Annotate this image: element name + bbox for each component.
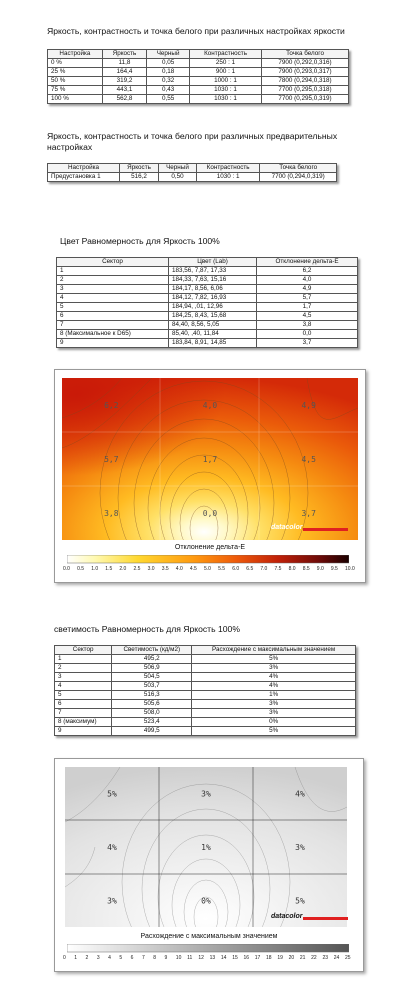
- table-cell: 11,8: [102, 59, 146, 68]
- legend-tick-label: 8.5: [302, 566, 310, 572]
- table-cell: 5: [55, 691, 112, 700]
- column-header: Яркость: [120, 164, 159, 173]
- table-cell: 184,17, 8,56, 6,06: [168, 285, 256, 294]
- table-row: [57, 339, 358, 348]
- table-cell: 443,1: [102, 86, 146, 95]
- luminance-legend-title: Расхождение с максимальным значением: [140, 933, 278, 940]
- table-cell: 6,2: [257, 267, 358, 276]
- legend-tick-label: 2.5: [133, 566, 141, 572]
- legend-tick-label: 10: [175, 955, 182, 961]
- legend-tick-label: 19: [277, 955, 283, 961]
- table-cell: 184,94, ,01, 12,96: [168, 303, 256, 312]
- section2-title: [47, 131, 337, 153]
- table-cell: 499,5: [112, 727, 192, 736]
- table-cell: 1000 : 1: [190, 77, 262, 86]
- table-cell: 4,0: [257, 276, 358, 285]
- table-cell: 1: [57, 267, 169, 276]
- table-cell: 1,7: [257, 303, 358, 312]
- column-header: Сектор: [55, 646, 112, 655]
- sector-value-label: 4%: [107, 843, 117, 852]
- table-cell: 7700 (0,295,0,319): [262, 95, 349, 104]
- legend-tick-label: 6.0: [232, 566, 240, 572]
- table-cell: 7: [55, 709, 112, 718]
- table-cell: 183,84, 8,91, 14,85: [168, 339, 256, 348]
- column-header: Отклонение дельта-E: [257, 258, 358, 267]
- table-cell: 3: [55, 673, 112, 682]
- legend-tick-label: 21: [299, 955, 306, 961]
- column-header: Точка белого: [260, 164, 337, 173]
- column-header: Контрастность: [196, 164, 259, 173]
- column-header: Настройка: [48, 164, 120, 173]
- table-row: [57, 285, 358, 294]
- table-cell: 1: [55, 655, 112, 664]
- legend-tick-label: 23: [322, 955, 328, 961]
- table-cell: 505,6: [112, 700, 192, 709]
- brightness-table: [47, 49, 349, 104]
- table-cell: 4,9: [257, 285, 358, 294]
- legend-tick-label: 0: [63, 955, 66, 961]
- table-row: [57, 312, 358, 321]
- legend-tick-label: 24: [333, 955, 340, 961]
- table-cell: 3,7: [257, 339, 358, 348]
- table-cell: 1030 : 1: [190, 95, 262, 104]
- legend-tick-label: 4.5: [189, 566, 197, 572]
- table-cell: 4%: [192, 673, 356, 682]
- color-uniformity-table: [56, 257, 358, 348]
- table-cell: 503,7: [112, 682, 192, 691]
- table-row: [57, 276, 358, 285]
- preset-table: [47, 163, 337, 182]
- table-cell: 7800 (0,294,0,318): [262, 77, 349, 86]
- legend-tick-label: 4.0: [175, 566, 183, 572]
- legend-tick-label: 22: [311, 955, 317, 961]
- table-row: [48, 173, 337, 182]
- legend-tick-label: 3.5: [161, 566, 169, 572]
- legend-tick-label: 5.0: [204, 566, 211, 572]
- column-header: Черный: [159, 164, 197, 173]
- table-cell: 25 %: [48, 68, 103, 77]
- section3-title: Цвет Равномерность для Яркость 100%: [60, 236, 220, 246]
- table-cell: 164,4: [102, 68, 146, 77]
- table-row: [55, 700, 356, 709]
- column-header: Контрастность: [190, 50, 262, 59]
- legend-tick-label: 9: [164, 955, 168, 961]
- sector-value-label: 4%: [295, 789, 305, 799]
- deltae-colorbar: [67, 555, 349, 565]
- luminance-uniformity-map-panel: [54, 758, 364, 972]
- sector-value-label: 0%: [201, 896, 211, 906]
- table-cell: 319,2: [102, 77, 146, 86]
- table-cell: 75 %: [48, 86, 103, 95]
- table-cell: 5: [57, 303, 169, 312]
- sector-value-label: 4,9: [301, 401, 316, 410]
- sector-value-label: 3,7: [301, 509, 316, 518]
- sector-value-label: 3%: [295, 843, 305, 852]
- table-cell: 6: [55, 700, 112, 709]
- legend-tick-label: 17: [254, 955, 261, 961]
- table-cell: 1030 : 1: [196, 173, 259, 182]
- legend-tick-label: 15: [232, 955, 238, 961]
- table-cell: 495,2: [112, 655, 192, 664]
- sector-value-label: 1,7: [202, 455, 218, 464]
- legend-tick-label: 5: [119, 955, 123, 961]
- sector-value-label: 5,7: [104, 455, 119, 464]
- table-cell: 3%: [192, 700, 356, 709]
- legend-tick-label: 2.0: [119, 566, 127, 572]
- table-cell: 184,25, 8,43, 15,68: [168, 312, 256, 321]
- table-cell: 0,32: [147, 77, 190, 86]
- table-cell: 4: [57, 294, 169, 303]
- legend-tick-label: 6.5: [246, 566, 254, 572]
- table-row: [55, 655, 356, 664]
- table-cell: 523,4: [112, 718, 192, 727]
- table-row: [55, 682, 356, 691]
- table-cell: Предустановка 1: [48, 173, 120, 182]
- sector-value-label: 0,0: [202, 509, 218, 518]
- legend-tick-label: 6: [130, 955, 134, 961]
- legend-tick-label: 3: [96, 955, 100, 961]
- column-header: Расхождение с максимальным значением: [192, 646, 356, 655]
- table-row: [55, 673, 356, 682]
- table-cell: 250 : 1: [190, 59, 262, 68]
- section2-title-line1: Яркость, контрастность и точка белого при различных предварительных: [47, 131, 338, 141]
- table-cell: 0,05: [147, 59, 190, 68]
- legend-tick-label: 1: [74, 955, 78, 961]
- legend-tick-label: 20: [288, 955, 295, 961]
- table-row: [55, 709, 356, 718]
- table-cell: 84,40, 8,56, 5,05: [168, 321, 256, 330]
- deltae-legend-ticks: [61, 566, 357, 574]
- table-row: [57, 330, 358, 339]
- section2-title-line2: настройках: [47, 142, 93, 152]
- luminance-uniformity-table: [54, 645, 356, 736]
- table-cell: 7700 (0,294,0,319): [260, 173, 337, 182]
- sector-value-label: 4,5: [301, 455, 316, 464]
- table-cell: 508,0: [112, 709, 192, 718]
- column-header: Черный: [147, 50, 190, 59]
- sector-value-label: 4,0: [202, 401, 218, 410]
- color-uniformity-map-panel: [54, 369, 366, 583]
- column-header: Цвет (Lab): [168, 258, 256, 267]
- legend-tick-label: 1.0: [91, 566, 99, 572]
- sector-value-label: 3%: [107, 896, 117, 906]
- legend-tick-label: 8: [153, 955, 157, 961]
- table-cell: 0,50: [159, 173, 197, 182]
- table-row: [57, 303, 358, 312]
- table-cell: 516,2: [120, 173, 159, 182]
- legend-tick-label: 8.0: [288, 566, 296, 572]
- table-cell: 0,18: [147, 68, 190, 77]
- legend-tick-label: 16: [243, 955, 250, 961]
- table-cell: 8 (Максимальное к D65): [57, 330, 169, 339]
- table-row: [55, 727, 356, 736]
- table-cell: 3,8: [257, 321, 358, 330]
- column-header: Яркость: [102, 50, 146, 59]
- legend-tick-label: 13: [209, 955, 216, 961]
- table-cell: 6: [57, 312, 169, 321]
- table-cell: 4: [55, 682, 112, 691]
- legend-tick-label: 1.5: [105, 566, 113, 572]
- sector-value-label: 5%: [295, 896, 305, 906]
- table-cell: 4,5: [257, 312, 358, 321]
- table-cell: 50 %: [48, 77, 103, 86]
- table-row: [57, 294, 358, 303]
- table-cell: 0,43: [147, 86, 190, 95]
- legend-tick-label: 12: [198, 955, 204, 961]
- table-row: [48, 68, 349, 77]
- table-row: [48, 77, 349, 86]
- table-cell: 5%: [192, 727, 356, 736]
- section4-title: светимость Равномерность для Яркость 100%: [54, 624, 240, 634]
- table-row: [57, 267, 358, 276]
- table-row: [48, 95, 349, 104]
- table-cell: 0%: [192, 718, 356, 727]
- column-header: Светимость (кд/м2): [112, 646, 192, 655]
- table-cell: 9: [55, 727, 112, 736]
- table-row: [48, 59, 349, 68]
- table-cell: 0 %: [48, 59, 103, 68]
- table-cell: 85,40, ,40, 11,84: [168, 330, 256, 339]
- table-cell: 7: [57, 321, 169, 330]
- datacolor-logo-bar: [303, 917, 348, 920]
- table-row: [55, 664, 356, 673]
- table-cell: 184,33, 7,63, 15,16: [168, 276, 256, 285]
- legend-tick-label: 7: [141, 955, 145, 961]
- table-cell: 3: [57, 285, 169, 294]
- legend-tick-label: 2: [85, 955, 89, 961]
- legend-tick-label: 9.5: [330, 566, 338, 572]
- luminance-uniformity-heatmap: [65, 767, 347, 927]
- legend-tick-label: 0.5: [77, 566, 85, 572]
- legend-tick-label: 4: [108, 955, 111, 961]
- legend-tick-label: 7.0: [260, 566, 268, 572]
- table-cell: 1%: [192, 691, 356, 700]
- legend-tick-label: 3.0: [147, 566, 155, 572]
- table-cell: 9: [57, 339, 169, 348]
- deltae-legend-title: Отклонение дельта-E: [174, 544, 246, 551]
- sector-value-label: 3,8: [104, 509, 119, 518]
- table-row: [55, 718, 356, 727]
- luminance-legend-ticks: [61, 955, 357, 963]
- table-cell: 7900 (0,293,0,317): [262, 68, 349, 77]
- datacolor-logo: datacolor: [271, 913, 303, 920]
- table-cell: 3%: [192, 664, 356, 673]
- luminance-colorbar: [67, 944, 349, 954]
- legend-tick-label: 14: [220, 955, 227, 961]
- legend-tick-label: 10.0: [345, 566, 355, 572]
- table-cell: 5%: [192, 655, 356, 664]
- legend-tick-label: 0.0: [63, 566, 70, 572]
- table-cell: 100 %: [48, 95, 103, 104]
- table-cell: 7700 (0,295,0,318): [262, 86, 349, 95]
- table-cell: 2: [55, 664, 112, 673]
- table-cell: 504,5: [112, 673, 192, 682]
- color-uniformity-heatmap: [62, 378, 358, 540]
- table-cell: 184,12, 7,82, 16,93: [168, 294, 256, 303]
- column-header: Сектор: [57, 258, 169, 267]
- legend-tick-label: 9.0: [316, 566, 324, 572]
- table-cell: 183,56, 7,87, 17,33: [168, 267, 256, 276]
- table-row: [55, 691, 356, 700]
- legend-tick-label: 5.5: [218, 566, 226, 572]
- table-cell: 4%: [192, 682, 356, 691]
- table-cell: 516,3: [112, 691, 192, 700]
- table-cell: 2: [57, 276, 169, 285]
- sector-value-label: 5%: [107, 789, 117, 799]
- legend-tick-label: 11: [187, 955, 193, 961]
- table-cell: 7900 (0,292,0,316): [262, 59, 349, 68]
- section1-title: Яркость, контрастность и точка белого при различных настройках яркости: [47, 26, 345, 36]
- table-cell: 0,0: [257, 330, 358, 339]
- column-header: Настройка: [48, 50, 103, 59]
- table-cell: 506,9: [112, 664, 192, 673]
- sector-value-label: 6,2: [104, 401, 119, 410]
- sector-value-label: 1%: [201, 843, 211, 852]
- table-row: [57, 321, 358, 330]
- table-cell: 5,7: [257, 294, 358, 303]
- column-header: Точка белого: [262, 50, 349, 59]
- sector-value-label: 3%: [201, 789, 211, 799]
- datacolor-logo: datacolor: [271, 524, 303, 531]
- table-cell: 3%: [192, 709, 356, 718]
- table-cell: 8 (максимум): [55, 718, 112, 727]
- table-cell: 900 : 1: [190, 68, 262, 77]
- datacolor-logo-bar: [303, 528, 348, 531]
- table-cell: 562,8: [102, 95, 146, 104]
- legend-tick-label: 25: [345, 955, 351, 961]
- table-row: [48, 86, 349, 95]
- legend-tick-label: 7.5: [274, 566, 282, 572]
- table-cell: 1030 : 1: [190, 86, 262, 95]
- table-cell: 0,55: [147, 95, 190, 104]
- legend-tick-label: 18: [266, 955, 272, 961]
